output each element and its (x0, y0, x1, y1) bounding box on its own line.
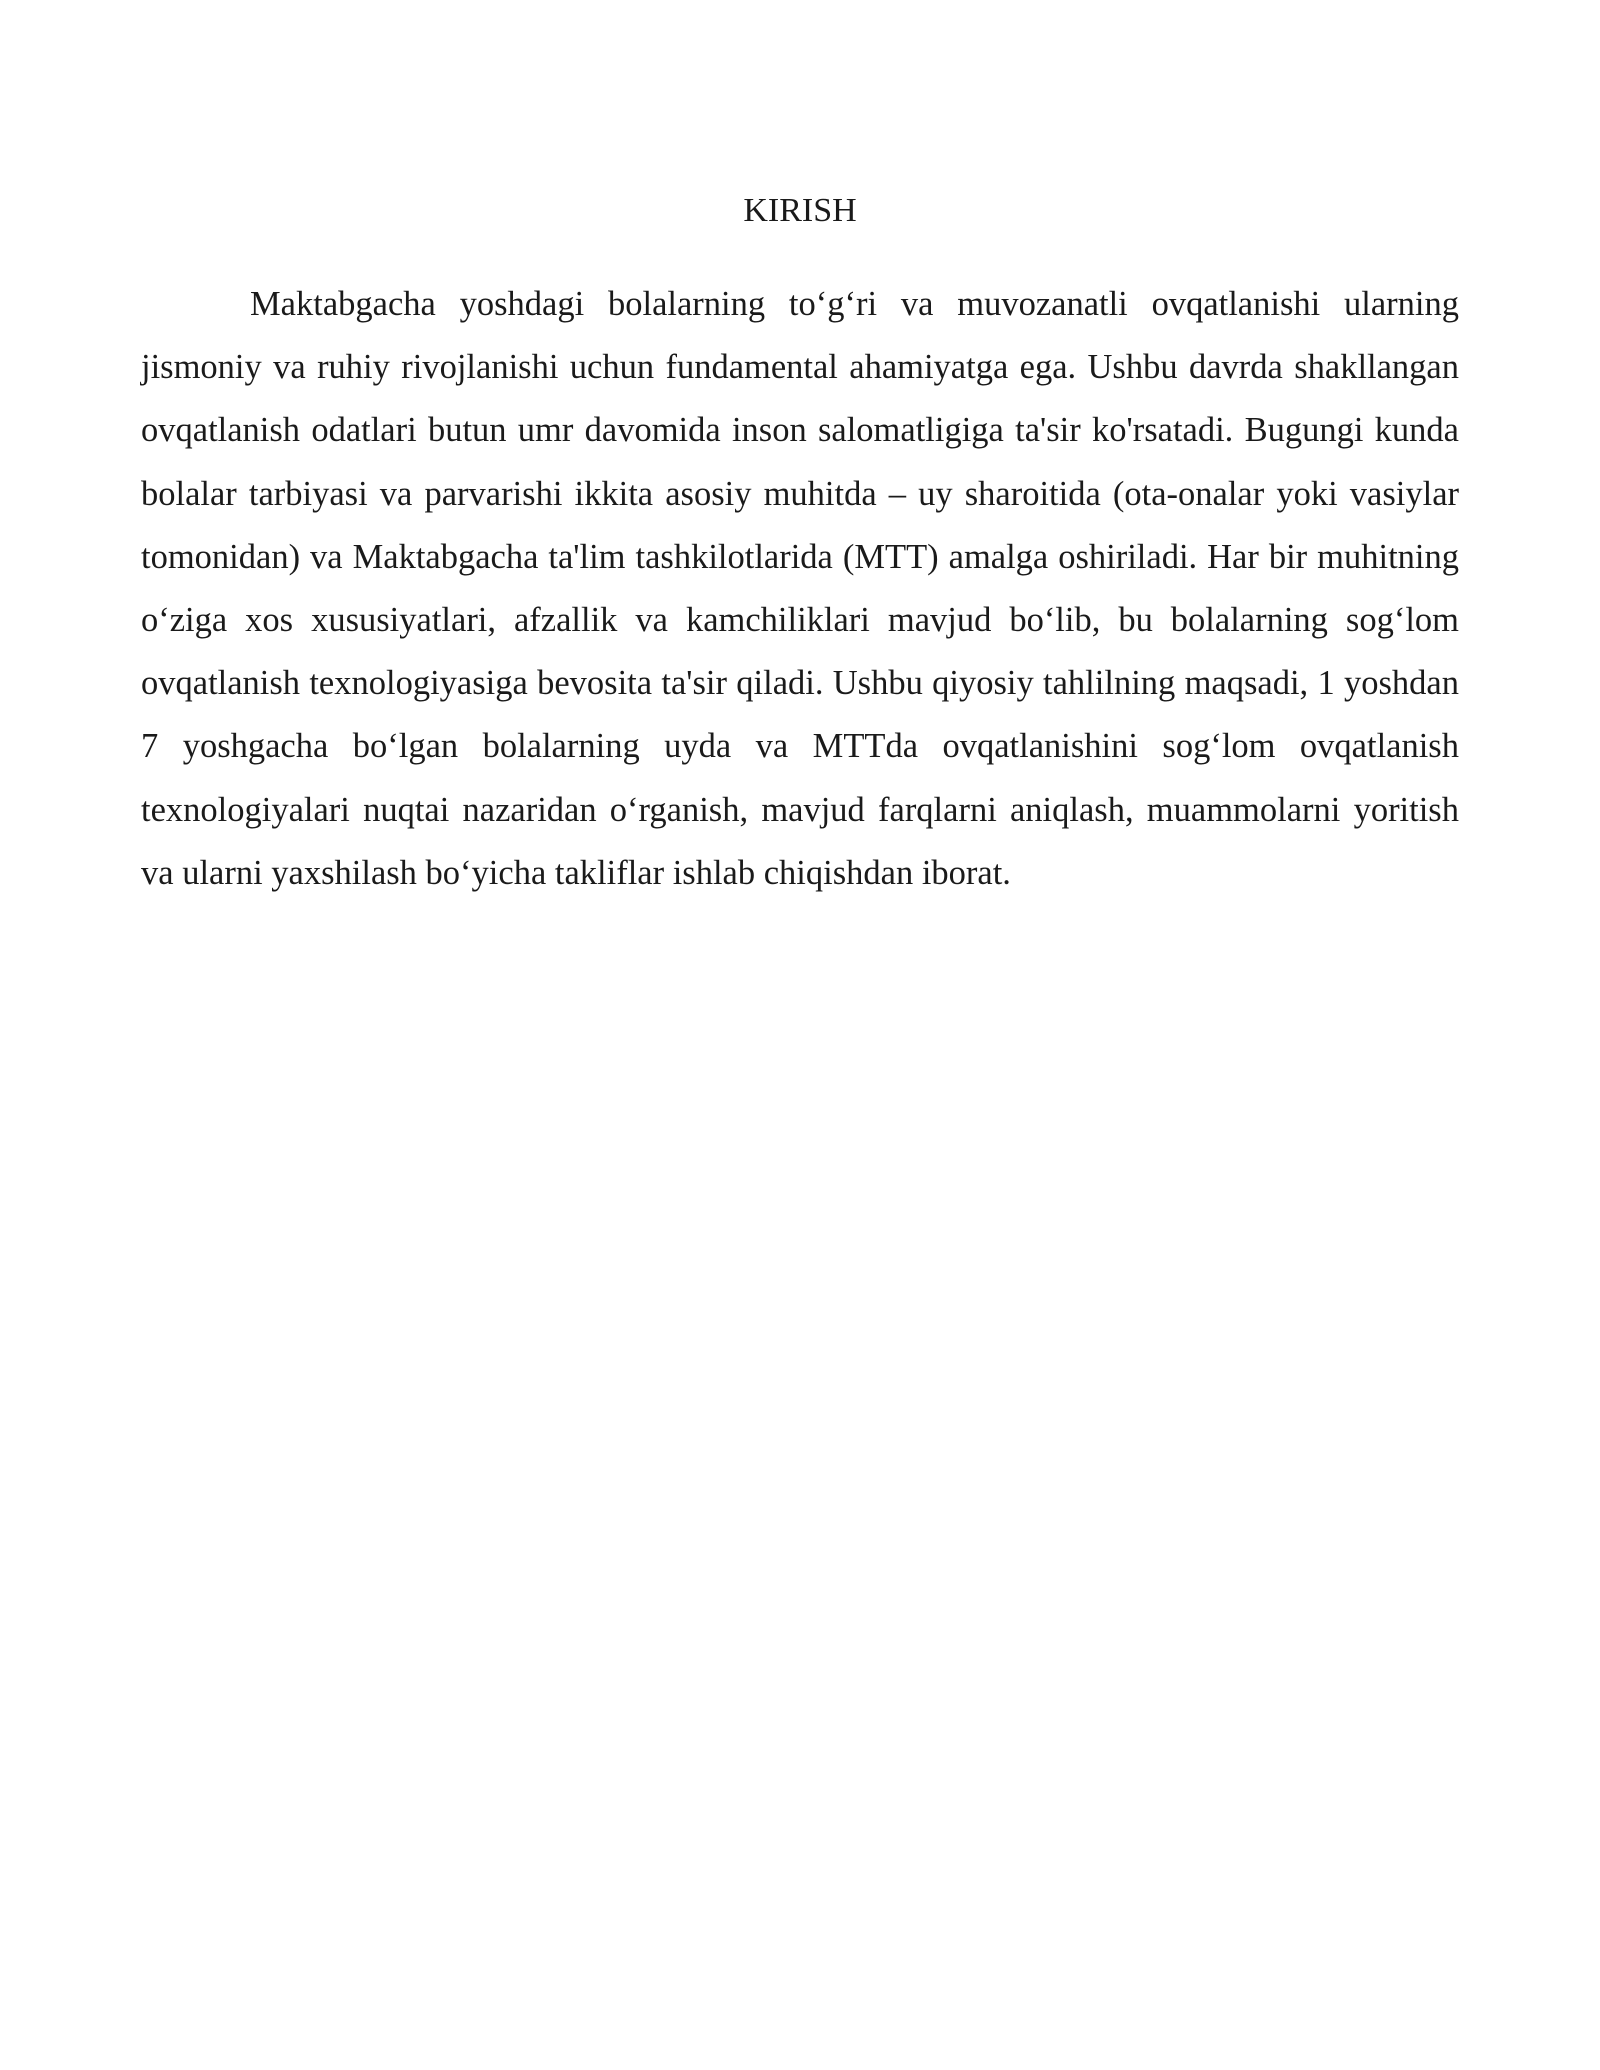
section-heading: KIRISH (743, 192, 857, 229)
body-paragraph: Maktabgacha yoshdagi bolalarning to‘g‘ri va muvozanatli ovqatlanishi ularning jismoniy va ruhiy rivojlanishi uchun fundamental ahamiyatga ega. Ushbu davrda shakllangan ovqatlanish odatlari butun umr davomida inson salomatligiga ta'sir ko'rsatadi. Bugungi kunda bolalar tarbiyasi va parvarishi ikkita asosiy muhitda – uy sharoitida (ota-onalar yoki vasiylar tomonidan) va Maktabgacha ta'lim tashkilotlarida (MTT) amalga oshiriladi. Har bir muhitning o‘ziga xos xususiyatlari, afzallik va kamchiliklari mavjud bo‘lib, bu bolalarning sog‘lom ovqatlanish texnologiyasiga bevosita ta'sir qiladi. Ushbu qiyosiy tahlilning maqsadi, 1 yoshdan 7 yoshgacha bo‘lgan bolalarning uyda va MTTda ovqatlanishini sog‘lom ovqatlanish texnologiyalari nuqtai nazaridan o‘rganish, mavjud farqlarni aniqlash, muammolarni yoritish va ularni yaxshilash bo‘yicha takliflar ishlab chiqishdan iborat. (141, 285, 1459, 892)
